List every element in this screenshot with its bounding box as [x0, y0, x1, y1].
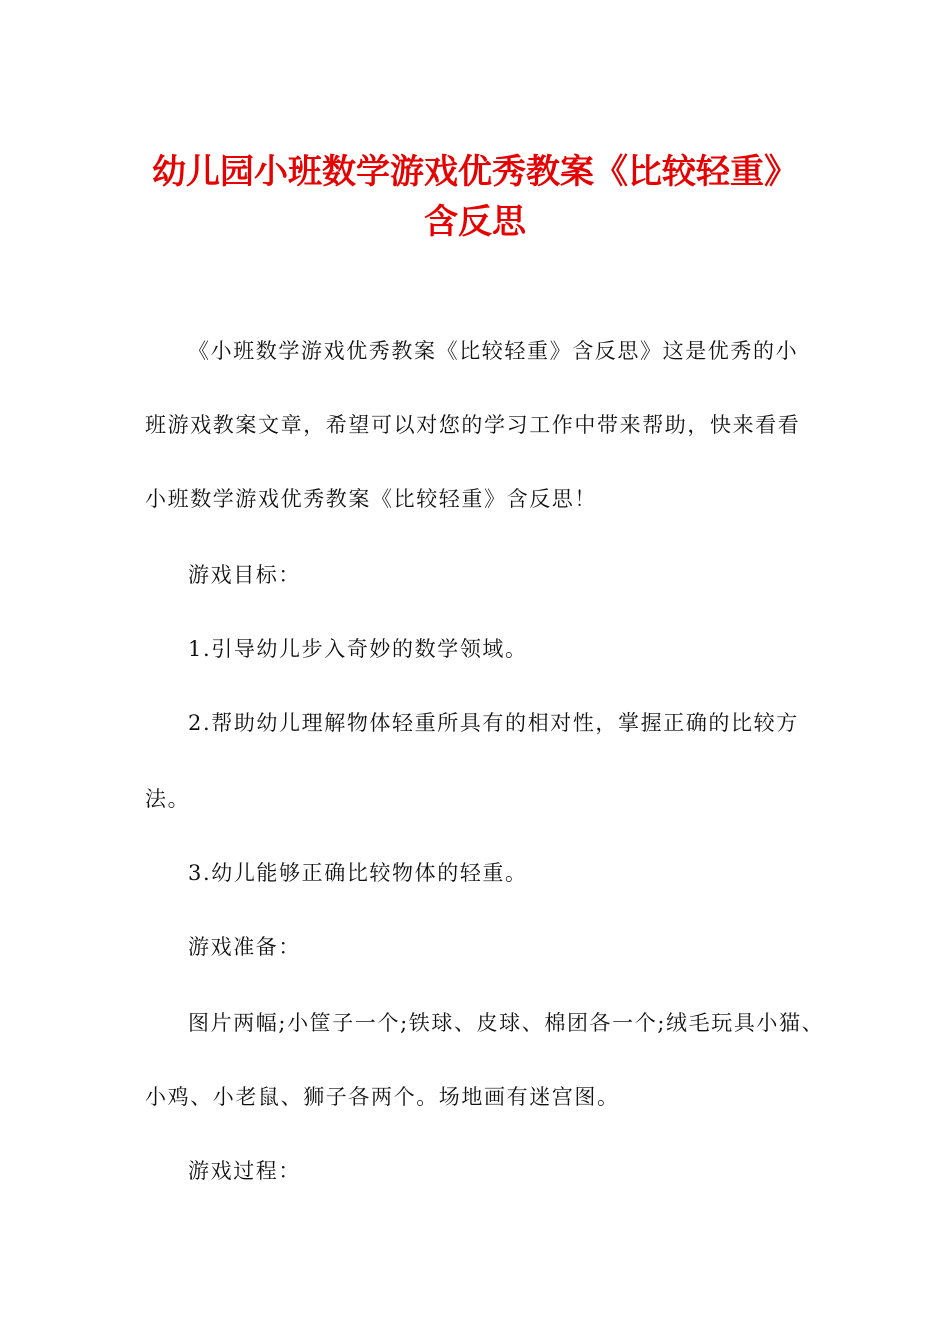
- heading-game-goals: 游戏目标：: [188, 563, 301, 587]
- paragraph-intro-line-1: 《小班数学游戏优秀教案《比较轻重》含反思》这是优秀的小: [188, 339, 799, 363]
- document-title-line-2: 含反思: [424, 202, 526, 242]
- goal-item-1: 1.引导幼儿步入奇妙的数学领域。: [188, 637, 528, 661]
- paragraph-intro-line-3: 小班数学游戏优秀教案《比较轻重》含反思！: [145, 487, 597, 511]
- preparation-line-2: 小鸡、小老鼠、狮子各两个。场地画有迷宫图。: [145, 1085, 620, 1109]
- goal-item-2-line-1: 2.帮助幼儿理解物体轻重所具有的相对性，掌握正确的比较方: [188, 711, 799, 735]
- goal-item-3: 3.幼儿能够正确比较物体的轻重。: [188, 861, 528, 885]
- paragraph-intro-line-2: 班游戏教案文章，希望可以对您的学习工作中带来帮助，快来看看: [145, 413, 801, 437]
- goal-item-2-line-2: 法。: [145, 787, 191, 811]
- preparation-line-1: 图片两幅;小筐子一个;铁球、皮球、棉团各一个;绒毛玩具小猫、: [188, 1011, 825, 1035]
- heading-game-preparation: 游戏准备：: [188, 935, 301, 959]
- heading-game-process: 游戏过程：: [188, 1159, 301, 1183]
- document-title-line-1: 幼儿园小班数学游戏优秀教案《比较轻重》: [152, 152, 798, 192]
